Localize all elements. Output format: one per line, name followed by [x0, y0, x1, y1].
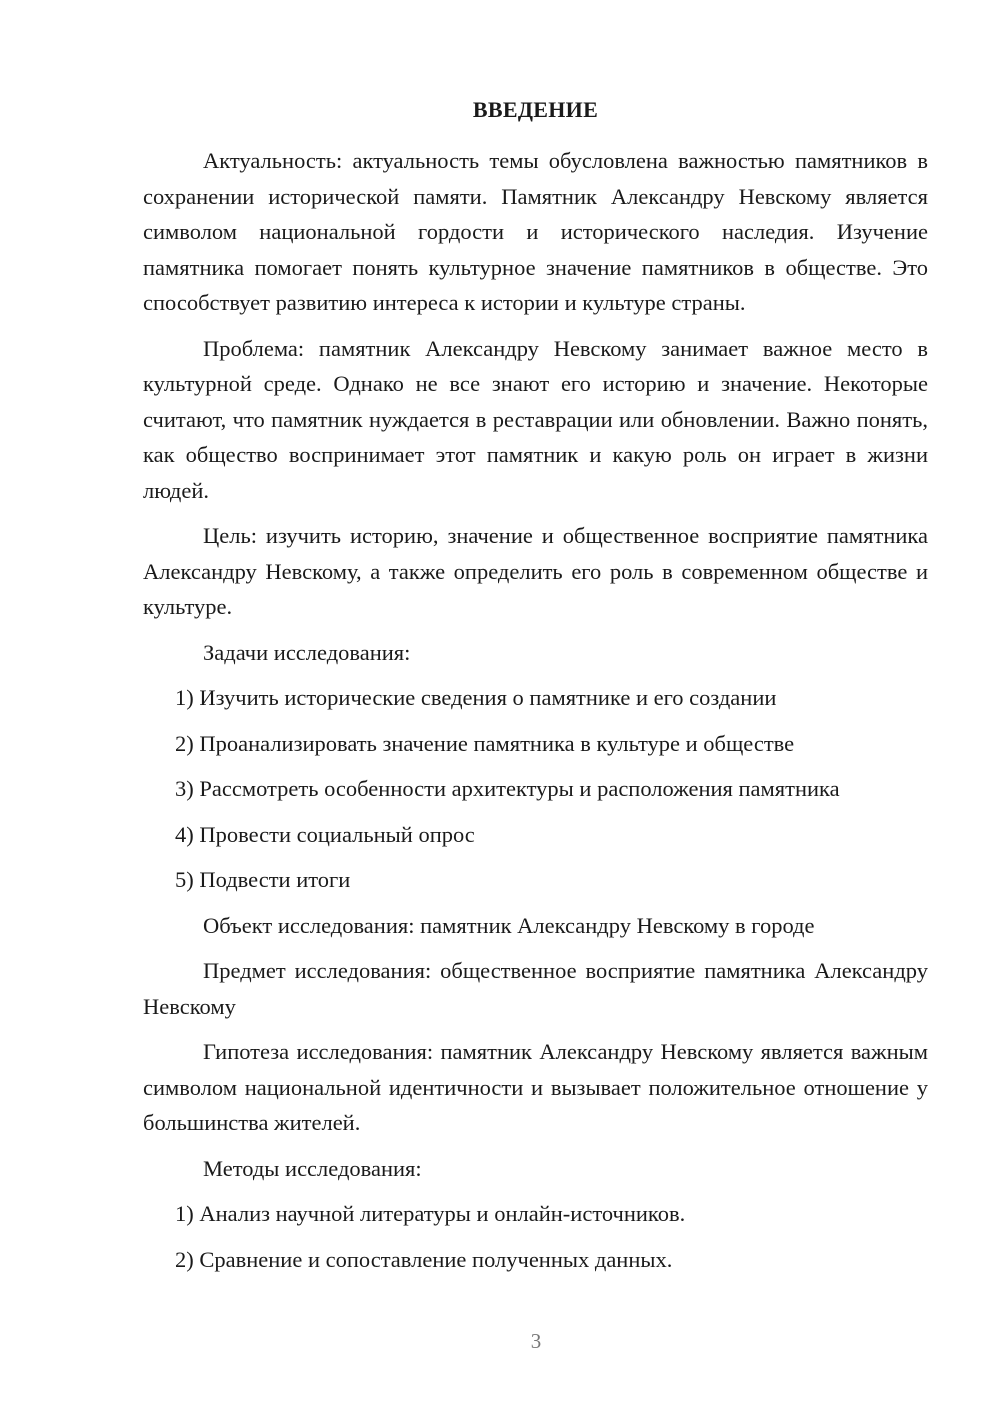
list-item — [143, 680, 928, 716]
page-number: 3 — [530, 1329, 542, 1353]
paragraph-subject: Предмет исследования: общественное восприятие памятника Александру Невскому — [143, 958, 928, 1019]
list-item — [143, 817, 928, 853]
paragraph-hypothesis: Гипотеза исследования: памятник Александру Невскому является важным символом национальной идентичности и вызывает положительное отношение у большинства жителей. — [143, 1039, 928, 1135]
task-item-4: 4) Провести социальный опрос — [175, 821, 475, 847]
section-title: ВВЕДЕНИЕ — [472, 97, 599, 122]
document-page — [143, 95, 928, 1277]
tasks-list — [143, 680, 928, 898]
task-item-5: 5) Подвести итоги — [175, 867, 351, 892]
list-item — [143, 862, 928, 898]
list-item — [143, 726, 928, 762]
method-item-1: 1) Анализ научной литературы и онлайн-источников. — [175, 1201, 686, 1226]
method-item-2: 2) Сравнение и сопоставление полученных данных. — [175, 1246, 673, 1272]
tasks-heading: Задачи исследования: — [203, 639, 411, 665]
methods-list — [143, 1196, 928, 1277]
paragraph-problem: Проблема: памятник Александру Невскому занимает важное место в культурной среде. Однако не все знают его историю и значение. Некоторые считают, что памятник нуждается в реставрации или обновлении. Важно понять, как общество воспринимает этот памятник и какую роль он играет в жизни людей. — [143, 335, 928, 503]
list-item — [143, 771, 928, 807]
task-item-2: 2) Проанализировать значение памятника в культуре и обществе — [175, 730, 795, 756]
task-item-1: 1) Изучить исторические сведения о памятнике и его создании — [175, 685, 777, 710]
list-item — [143, 1242, 928, 1278]
paragraph-object: Объект исследования: памятник Александру Невскому в городе — [203, 912, 815, 938]
task-item-3: 3) Рассмотреть особенности архитектуры и расположения памятника — [175, 776, 840, 801]
methods-heading: Методы исследования: — [203, 1155, 422, 1181]
paragraph-relevance: Актуальность: актуальность темы обусловлена важностью памятников в сохранении исторической памяти. Памятник Александру Невскому является символом национальной гордости и исторического наследия. Изучение памятника помогает понять культурное значение памятников в обществе. Это способствует развитию интереса к истории и культуре страны. — [143, 148, 928, 315]
paragraph-goal: Цель: изучить историю, значение и общественное восприятие памятника Александру Невскому, а также определить его роль в современном обществе и культуре. — [143, 523, 928, 619]
list-item — [143, 1196, 928, 1232]
